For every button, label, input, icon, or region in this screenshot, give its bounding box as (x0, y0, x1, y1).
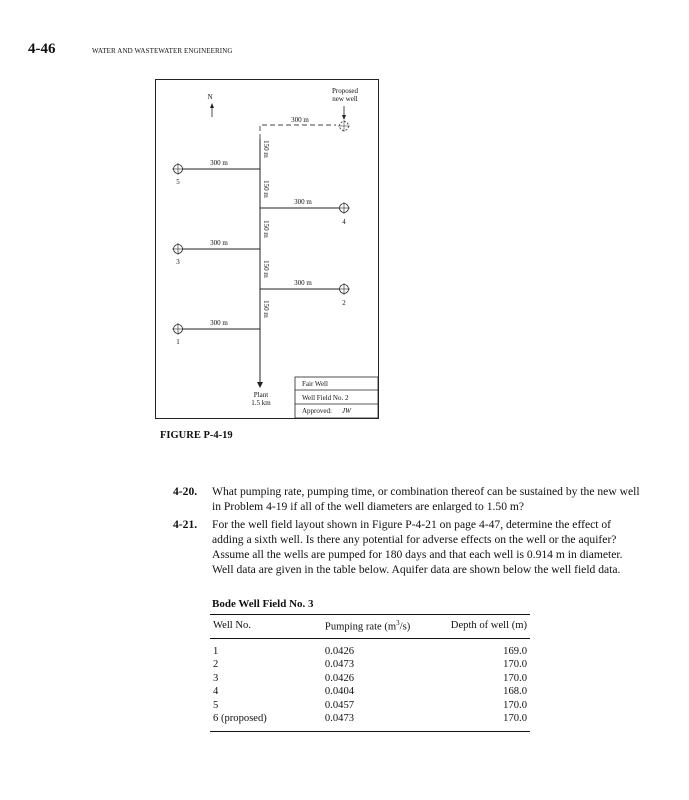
cell-well: 4 (213, 686, 219, 698)
problem-text: For the well field layout shown in Figure P-4-21 on page 4-47, determine the effect of adding a sixth well. Is there any potential for adverse effects on the well or the aquifer? Assume all the wells are pumped for 180 days and that each well is 0.914 m in diameter. Well data are given in the table below. Aquifer data are shown below the well field data. (212, 518, 623, 576)
cell-depth: 170.0 (441, 712, 530, 731)
proposed-well-label-2: new well (332, 95, 358, 103)
branch-label-4: 300 m (294, 198, 312, 206)
spacing-label-1: 150 m (262, 140, 270, 158)
well-field-diagram (155, 79, 379, 419)
cell-rate: 0.0457 (324, 699, 355, 711)
problem-text: What pumping rate, pumping time, or combination thereof can be sustained by the new well in Problem 4-19 if all of the well diameters are enlarged to 1.50 m? (212, 485, 640, 513)
north-arrow-head (210, 103, 214, 108)
spacing-label-2: 150 m (262, 180, 270, 198)
cell-depth: 170.0 (503, 699, 527, 711)
spacing-label-4: 150 m (262, 260, 270, 278)
header-depth: Depth of well (m) (441, 615, 530, 639)
title-block-field: Well Field No. 2 (302, 394, 349, 402)
plant-label-1: Plant (253, 391, 269, 399)
problem-4-20 (173, 484, 643, 514)
table-row (210, 712, 530, 731)
problem-number: 4-21. (173, 518, 198, 531)
branch-label-2: 300 m (294, 279, 312, 287)
cell-depth: 169.0 (503, 645, 527, 657)
cell-rate: 0.0404 (324, 686, 355, 698)
spacing-label-3: 150 m (262, 220, 270, 238)
table-row (210, 658, 530, 672)
running-head: WATER AND WASTEWATER ENGINEERING (92, 47, 233, 55)
well-3-label: 3 (176, 258, 180, 266)
plant-arrow-head (257, 382, 263, 388)
problem-4-21 (173, 517, 643, 577)
cell-well: 6 (proposed) (210, 712, 307, 731)
plant-label-2: 1.5 km (251, 399, 271, 407)
page-number: 4-46 (28, 41, 56, 57)
branch-label-5: 300 m (210, 159, 228, 167)
cell-rate: 0.0473 (324, 659, 355, 671)
cell-well: 1 (213, 645, 219, 657)
table-row (210, 699, 530, 713)
proposed-well-label-1: Proposed (331, 87, 359, 95)
cell-depth: 170.0 (503, 672, 527, 684)
cell-depth: 170.0 (503, 659, 527, 671)
cell-well: 3 (213, 672, 219, 684)
table-title: Bode Well Field No. 3 (212, 598, 314, 610)
proposed-pipe (260, 125, 336, 139)
header-pumping-rate: Pumping rate $(m^3/s)$ (307, 615, 441, 639)
title-block-approved: Approved: (302, 407, 332, 415)
title-block-initials: JW (342, 407, 351, 415)
spacing-label-5: 150 m (262, 300, 270, 318)
well-4-label: 4 (342, 218, 346, 226)
table-row (210, 685, 530, 699)
figure-caption: FIGURE P-4-19 (160, 430, 233, 441)
cell-well: 5 (213, 699, 219, 711)
north-label: N (207, 93, 213, 101)
cell-rate: 0.0426 (324, 645, 355, 657)
well-field-figure (155, 79, 379, 419)
well-1-label: 1 (176, 338, 180, 346)
branch-label-1: 300 m (210, 319, 228, 327)
proposed-well-arrow-head (342, 115, 346, 120)
title-block-name: Fair Well (302, 380, 328, 388)
proposed-pipe-label: 300 m (291, 116, 309, 124)
header-well-no: Well No. (210, 615, 307, 639)
well-5-label: 5 (176, 178, 180, 186)
table-row (210, 672, 530, 686)
table-header-row (210, 615, 530, 639)
branch-label-3: 300 m (210, 239, 228, 247)
cell-rate: 0.0473 (307, 712, 441, 731)
well-data-table (210, 614, 530, 732)
table-row (210, 638, 530, 658)
well-2-label: 2 (342, 299, 346, 307)
cell-well: 2 (213, 659, 219, 671)
cell-rate: 0.0426 (324, 672, 355, 684)
problem-number: 4-20. (173, 485, 198, 498)
cell-depth: 168.0 (503, 686, 527, 698)
